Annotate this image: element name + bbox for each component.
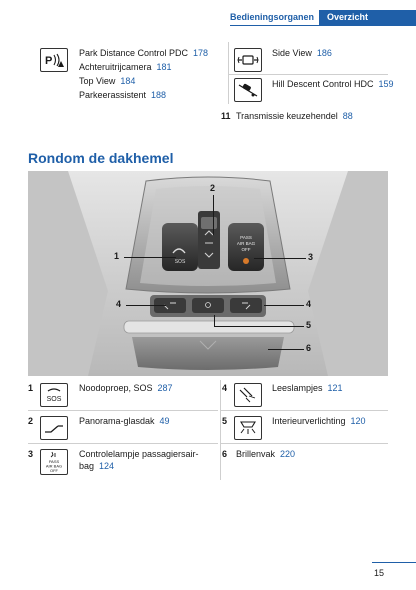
sunroof-icon bbox=[40, 416, 68, 440]
page-ref[interactable]: 178 bbox=[193, 48, 209, 58]
list-item: Side View 186 bbox=[272, 48, 332, 58]
side-view-icon bbox=[234, 48, 262, 72]
footer-rule bbox=[372, 562, 416, 563]
divider bbox=[228, 42, 229, 104]
callout-5: 5 bbox=[306, 320, 312, 330]
callout-line bbox=[214, 315, 215, 327]
svg-text:AIR BAG: AIR BAG bbox=[236, 241, 256, 246]
legend-item: Noodoproep, SOS 287 bbox=[79, 383, 173, 393]
page-ref[interactable]: 121 bbox=[327, 383, 343, 393]
svg-text:P: P bbox=[45, 55, 53, 67]
svg-text:SOS: SOS bbox=[174, 259, 186, 265]
page-ref[interactable]: 186 bbox=[316, 48, 332, 58]
page-ref[interactable]: 159 bbox=[378, 79, 394, 89]
page-ref[interactable]: 220 bbox=[280, 449, 296, 459]
legend-item: Panorama-glasdak 49 bbox=[79, 416, 170, 426]
callout-line bbox=[264, 305, 304, 306]
page-ref[interactable]: 88 bbox=[342, 111, 353, 121]
divider bbox=[228, 74, 388, 75]
page-ref[interactable]: 124 bbox=[99, 461, 115, 471]
callout-4-left: 4 bbox=[116, 299, 122, 309]
svg-text:PASS: PASS bbox=[240, 235, 252, 240]
item-number: 1 bbox=[28, 383, 34, 393]
section-title: Rondom de dakhemel bbox=[28, 150, 174, 166]
callout-line bbox=[214, 326, 304, 327]
list-item: Hill Descent Control HDC 159 bbox=[272, 79, 394, 89]
item-number: 4 bbox=[222, 383, 228, 393]
divider bbox=[28, 410, 218, 411]
hill-descent-icon bbox=[234, 78, 262, 102]
list-item: Parkeerassistent 188 bbox=[79, 90, 167, 100]
page-ref[interactable]: 287 bbox=[157, 383, 173, 393]
list-item: Park Distance Control PDC 178 bbox=[79, 48, 209, 58]
legend-item: Interieurverlichting 120 bbox=[272, 416, 366, 426]
item-number: 11 bbox=[221, 111, 231, 121]
reading-light-icon bbox=[234, 383, 262, 407]
page-number: 15 bbox=[373, 568, 384, 578]
item-number: 6 bbox=[222, 449, 228, 459]
callout-line bbox=[268, 349, 304, 350]
pdc-icon bbox=[40, 48, 68, 72]
svg-text:AIR BAG: AIR BAG bbox=[45, 463, 63, 469]
callout-line bbox=[213, 195, 214, 235]
divider bbox=[220, 410, 388, 411]
callout-6: 6 bbox=[306, 343, 312, 353]
page-ref[interactable]: 120 bbox=[350, 416, 366, 426]
interior-light-icon bbox=[234, 416, 262, 440]
page-ref[interactable]: 188 bbox=[151, 90, 167, 100]
item-number: 3 bbox=[28, 449, 34, 459]
section-tab-bedieningsorganen[interactable]: Bedieningsorganen bbox=[230, 12, 315, 22]
sos-icon bbox=[40, 383, 68, 407]
item-number: 5 bbox=[222, 416, 228, 426]
list-item: Achteruitrijcamera 181 bbox=[79, 62, 172, 72]
callout-line bbox=[126, 305, 166, 306]
callout-3: 3 bbox=[308, 252, 314, 262]
header-rule bbox=[230, 25, 416, 26]
item-number: 2 bbox=[28, 416, 34, 426]
list-item: Transmissie keuzehendel 88 bbox=[236, 111, 353, 121]
passenger-airbag-off-icon bbox=[40, 449, 68, 475]
svg-text:OFF: OFF bbox=[241, 247, 251, 252]
page-ref[interactable]: 49 bbox=[159, 416, 170, 426]
divider bbox=[28, 443, 218, 444]
legend-item: Leeslampjes 121 bbox=[272, 383, 343, 393]
callout-2: 2 bbox=[210, 183, 216, 193]
page-ref[interactable]: 184 bbox=[120, 76, 136, 86]
page-ref[interactable]: 181 bbox=[156, 62, 172, 72]
list-item: Top View 184 bbox=[79, 76, 136, 86]
legend-item: Controlelampje passagiersair- bbox=[79, 449, 199, 459]
roof-console-photo bbox=[28, 171, 388, 376]
callout-line bbox=[124, 257, 176, 258]
legend-item: Brillenvak 220 bbox=[236, 449, 296, 459]
callout-1: 1 bbox=[114, 251, 120, 261]
section-tab-overzicht[interactable]: Overzicht bbox=[319, 10, 416, 25]
callout-line bbox=[254, 258, 306, 259]
divider bbox=[220, 380, 221, 480]
svg-text:PASS: PASS bbox=[48, 459, 60, 464]
svg-text:OFF: OFF bbox=[50, 468, 58, 473]
callout-4-right: 4 bbox=[306, 299, 312, 309]
divider bbox=[220, 443, 388, 444]
svg-text:SOS: SOS bbox=[46, 396, 62, 403]
legend-item: bag 124 bbox=[79, 461, 115, 471]
